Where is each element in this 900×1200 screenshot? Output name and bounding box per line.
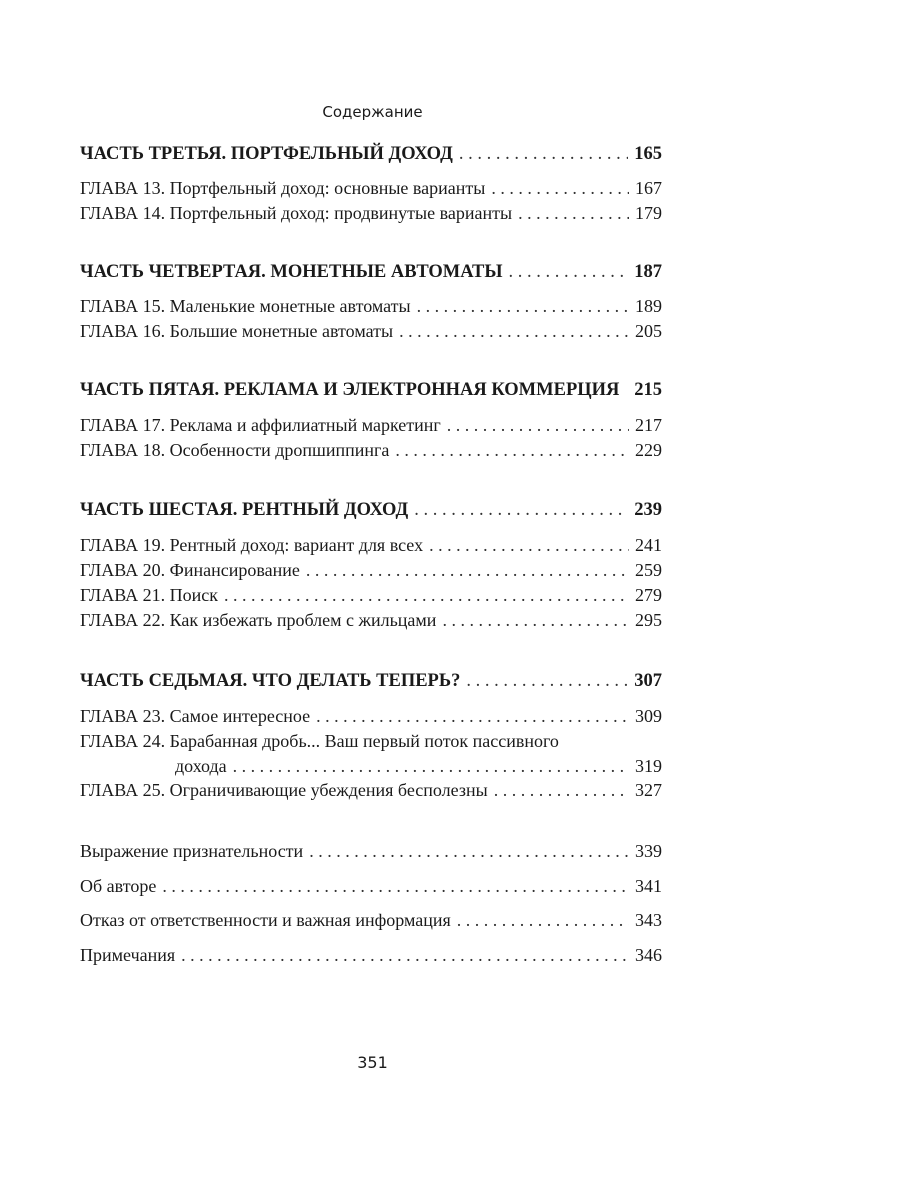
toc-chapter-24-continued[interactable] [80, 754, 662, 778]
dot-leader [491, 176, 629, 200]
dot-leader [224, 583, 629, 607]
toc-entry-title: ЧАСТЬ ПЯТАЯ. РЕКЛАМА И ЭЛЕКТРОННАЯ КОММЕРЦИЯ [80, 380, 620, 400]
toc-entry-page: 309 [635, 706, 662, 726]
dot-leader [417, 294, 629, 318]
toc-chapter-13[interactable] [80, 176, 662, 200]
toc-entry-title: ГЛАВА 25. Ограничивающие убеждения бесполезны [80, 780, 488, 800]
toc-entry-title: ГЛАВА 16. Большие монетные автоматы [80, 321, 394, 341]
toc-entry-page: 346 [635, 945, 662, 965]
dot-leader [466, 669, 628, 693]
toc-entry-title: ГЛАВА 17. Реклама и аффилиатный маркетинг [80, 415, 441, 435]
toc-chapter-25[interactable] [80, 778, 662, 802]
toc-chapter-21[interactable] [80, 583, 662, 607]
toc-entry-title-continued: дохода [175, 756, 227, 776]
toc-disclaimer[interactable] [80, 908, 662, 932]
toc-entry-page: 295 [635, 610, 662, 630]
toc-part-7[interactable] [80, 669, 662, 693]
toc-entry-page: 239 [634, 500, 662, 520]
toc-entry-page: 179 [635, 203, 662, 223]
toc-entry-page: 165 [634, 144, 662, 164]
toc-entry-page: 217 [635, 415, 662, 435]
toc-chapter-14[interactable] [80, 201, 662, 225]
toc-entry-title: ГЛАВА 20. Финансирование [80, 560, 300, 580]
dot-leader [442, 608, 629, 632]
dot-leader [429, 533, 629, 557]
dot-leader [306, 558, 629, 582]
dot-leader [395, 438, 629, 462]
dot-leader [181, 943, 629, 967]
toc-part-5[interactable] [80, 378, 662, 402]
dot-leader [459, 142, 628, 166]
dot-leader [447, 413, 629, 437]
toc-entry-title: ГЛАВА 23. Самое интересное [80, 706, 311, 726]
dot-leader [518, 201, 629, 225]
toc-entry-title: ГЛАВА 19. Рентный доход: вариант для всех [80, 535, 424, 555]
toc-entry-title: ГЛАВА 18. Особенности дропшиппинга [80, 440, 390, 460]
toc-part-6[interactable] [80, 498, 662, 522]
toc-entry-page: 259 [635, 560, 662, 580]
toc-chapter-22[interactable] [80, 608, 662, 632]
toc-entry-page: 319 [635, 756, 662, 776]
dot-leader [399, 319, 629, 343]
dot-leader [309, 839, 629, 863]
dot-leader [457, 908, 629, 932]
toc-part-4[interactable] [80, 260, 662, 284]
toc-chapter-16[interactable] [80, 319, 662, 343]
toc-chapter-23[interactable] [80, 704, 662, 728]
page-number: 351 [357, 1053, 388, 1072]
toc-about-author[interactable] [80, 874, 662, 898]
toc-entry-title: ГЛАВА 21. Поиск [80, 585, 218, 605]
toc-entry-title: ГЛАВА 15. Маленькие монетные автоматы [80, 296, 411, 316]
dot-leader [162, 874, 629, 898]
toc-entry-page: 229 [635, 440, 662, 460]
toc-entry-page: 189 [635, 296, 662, 316]
toc-entry-page: 215 [634, 380, 662, 400]
toc-chapter-19[interactable] [80, 533, 662, 557]
toc-chapter-17[interactable] [80, 413, 662, 437]
dot-leader [494, 778, 629, 802]
toc-entry-title: Примечания [80, 945, 176, 965]
dot-leader [414, 498, 628, 522]
toc-entry-page: 327 [635, 780, 662, 800]
toc-entry-page: 187 [634, 262, 662, 282]
toc-entry-title: ЧАСТЬ ТРЕТЬЯ. ПОРТФЕЛЬНЫЙ ДОХОД [80, 144, 453, 164]
toc-entry-page: 343 [635, 910, 662, 930]
dot-leader [233, 754, 629, 778]
toc-entry-page: 341 [635, 876, 662, 896]
toc-entry-title: ГЛАВА 22. Как избежать проблем с жильцами [80, 610, 437, 630]
toc-entry-page: 339 [635, 841, 662, 861]
toc-entry-page: 205 [635, 321, 662, 341]
toc-entry-title: Выражение признательности [80, 841, 304, 861]
running-head: Содержание [322, 103, 423, 121]
toc-entry-title: ГЛАВА 14. Портфельный доход: продвинутые варианты [80, 203, 513, 223]
toc-entry-title: ЧАСТЬ ШЕСТАЯ. РЕНТНЫЙ ДОХОД [80, 500, 409, 520]
toc-entry-page: 241 [635, 535, 662, 555]
toc-entry-title: Об авторе [80, 876, 157, 896]
toc-acknowledgments[interactable] [80, 839, 662, 863]
toc-entry-title: Отказ от ответственности и важная информация [80, 910, 451, 930]
dot-leader [316, 704, 629, 728]
toc-entry-page: 279 [635, 585, 662, 605]
toc-chapter-24[interactable] [80, 729, 662, 753]
toc-chapter-20[interactable] [80, 558, 662, 582]
toc-chapter-15[interactable] [80, 294, 662, 318]
toc-entry-page: 307 [634, 671, 662, 691]
toc-entry-title: ГЛАВА 24. Барабанная дробь... Ваш первый поток пассивного [80, 731, 559, 751]
toc-entry-title: ГЛАВА 13. Портфельный доход: основные варианты [80, 178, 486, 198]
toc-entry-title: ЧАСТЬ ЧЕТВЕРТАЯ. МОНЕТНЫЕ АВТОМАТЫ [80, 262, 503, 282]
toc-entry-title: ЧАСТЬ СЕДЬМАЯ. ЧТО ДЕЛАТЬ ТЕПЕРЬ? [80, 671, 461, 691]
dot-leader [509, 260, 629, 284]
toc-notes[interactable] [80, 943, 662, 967]
toc-chapter-18[interactable] [80, 438, 662, 462]
toc-entry-page: 167 [635, 178, 662, 198]
toc-part-3[interactable] [80, 142, 662, 166]
